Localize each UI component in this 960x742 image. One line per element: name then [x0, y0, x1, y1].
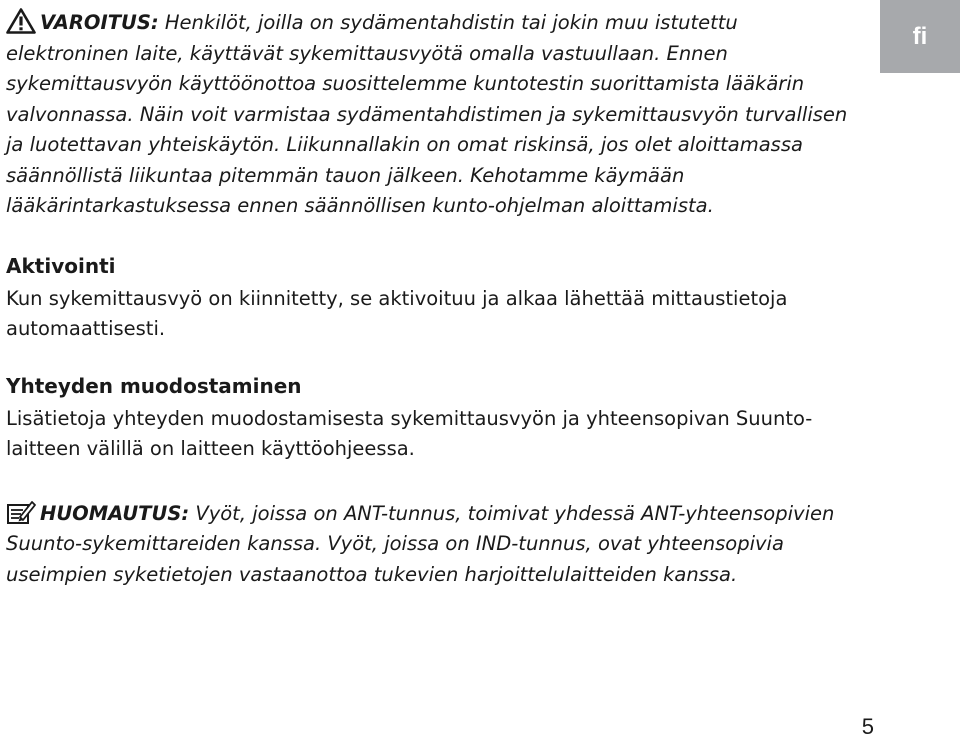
note-label: HUOMAUTUS:: [40, 501, 190, 525]
section-heading-aktivointi: Aktivointi: [6, 253, 116, 278]
section-heading-yhteyden-muodostaminen: Yhteyden muodostaminen: [6, 373, 302, 398]
warning-label: VAROITUS:: [40, 11, 159, 34]
note-pencil-icon: [6, 499, 36, 525]
page-content: [6, 8, 866, 590]
page-number: 5: [861, 714, 874, 739]
note-text: Vyöt, joissa on ANT-tunnus, toimivat yhdessä ANT-yhteensopivien Suunto-sykemittareiden kanssa. Vyöt, joissa on IND-tunnus, ovat yhteensopivia useimpien syketietojen vastaanottoa tukevien harjoittelulaitteiden kanssa.: [6, 501, 835, 586]
language-tab: fi: [880, 0, 960, 73]
section-body-aktivointi: Kun sykemittausvyö on kiinnitetty, se aktivoituu ja alkaa lähettää mittaustietoja automaattisesti.: [6, 286, 788, 340]
section-body-yhteyden-muodostaminen: Lisätietoja yhteyden muodostamisesta sykemittausvyön ja yhteensopivan Suunto-laitteen välillä on laitteen käyttöohjeessa.: [6, 406, 813, 460]
warning-text: Henkilöt, joilla on sydämentahdistin tai jokin muu istutettu elektroninen laite, käyttävät sykemittausvyötä omalla vastuullaan. Ennen sykemittausvyön käyttöönottoa suosittelemme kuntotestin suorittamista lääkärin valvonnassa. Näin voit varmistaa sydämentahdistimen ja sykemittausvyön turvallisen ja luotettavan yhteiskäytön. Liikunnallakin on omat riskinsä, jos olet aloittamassa säännöllistä liikuntaa pitemmän tauon jälkeen. Kehotamme käymään lääkärintarkastuksessa ennen säännöllisen kunto-ohjelman aloittamista.: [6, 11, 848, 217]
warning-paragraph: [6, 8, 866, 222]
note-paragraph: [6, 499, 866, 591]
warning-triangle-icon: [6, 8, 36, 34]
